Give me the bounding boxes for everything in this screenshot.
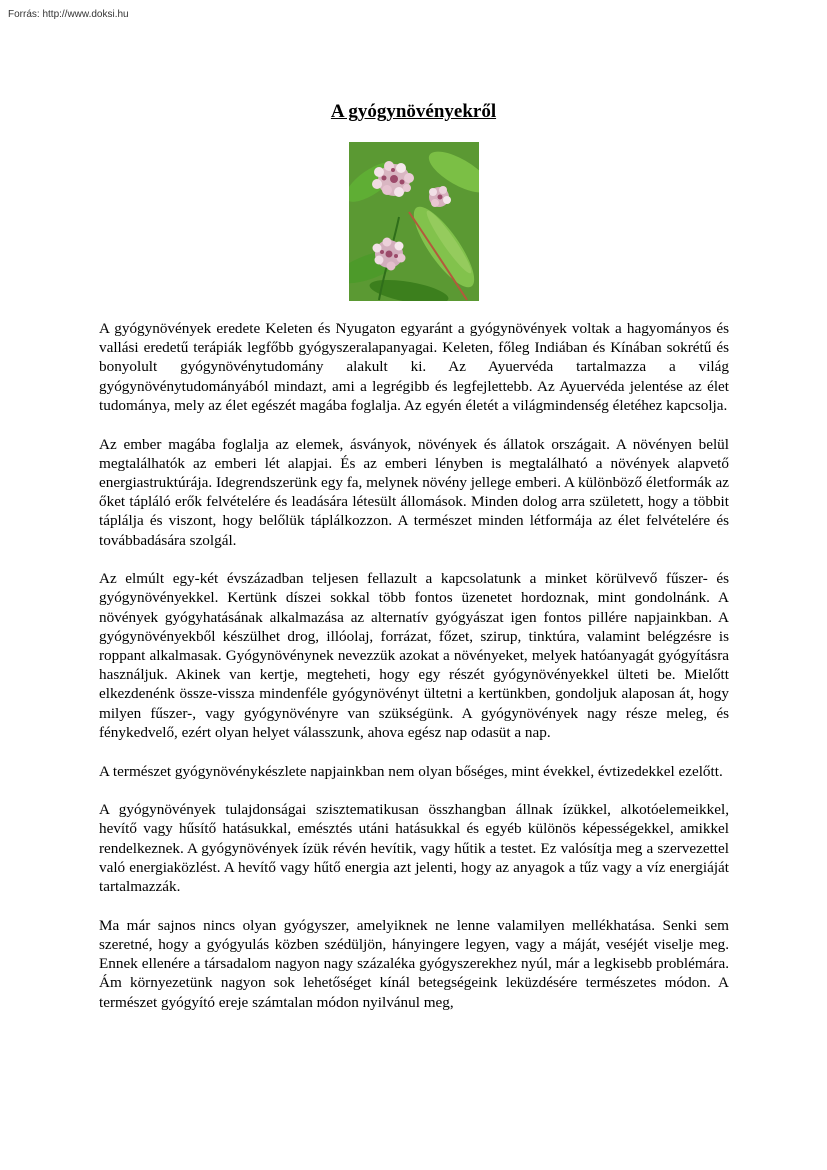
article-body <box>99 319 729 1031</box>
medicinal-plant-photo <box>349 142 479 301</box>
paragraph: Az ember magába foglalja az elemek, ásványok, növények és állatok országait. A növényen belül megtalálhatók az emberi lét alapjai. És az emberi lényben is megtalálható a növények alapvető energiastruktúrája. Idegrendszerünk egy fa, melynek növény jellege emberi. A különböző életformák az őket tápláló erők felvételére és leadására létesült állomások. Minden dolog arra született, hogy a többit táplálja és viszont, hogy belőlük táplálkozzon. A természet minden létformája az élet felvételére és továbbadására szolgál. <box>99 435 729 549</box>
paragraph: Az elmúlt egy-két évszázadban teljesen fellazult a kapcsolatunk a minket körülvevő fűszer- és gyógynövényekkel. Kertünk díszei sokkal több fontos üzenetet hordoznak, mint gondolnánk. A növények gyógyhatásának alkalmazása az alternatív gyógyászat igen fontos pillére napjainkban. A gyógynövényekből készülhet drog, illóolaj, forrázat, főzet, szirup, tinktúra, valamint belégzésre is roppant alkalmasak. Gyógynövénynek nevezzük azokat a növényeket, melyek hatóanyagát gyógyításra használjuk. Akinek van kertje, megteheti, hogy egy részét gyógynövényekkel ülteti be. Mielőtt elkezdenénk össze-vissza mindenféle gyógynövényt ültetni a kertünkben, gondoljuk alaposan át, hogy milyen fűszer-, vagy gyógynövényre van szükségünk. A gyógynövények nagy része meleg, és fénykedvelő, ezért olyan helyet válasszunk, ahova egész nap odasüt a nap. <box>99 570 729 741</box>
source-url: Forrás: http://www.doksi.hu <box>8 9 129 20</box>
paragraph: A természet gyógynövénykészlete napjainkban nem olyan bőséges, mint évekkel, évtizedekkel ezelőtt. <box>99 762 723 780</box>
paragraph: A gyógynövények tulajdonságai szisztematikusan összhangban állnak ízükkel, alkotóelemeikkel, hevítő vagy hűsítő hatásukkal, emésztés utáni hatásukkal és egyéb különös képességekkel, amikkel rendelkeznek. A gyógynövények ízük révén hevítik, vagy hűtik a testet. Ez valósítja meg a szervezettel való energiaközlést. A hevítő vagy hűtő energia azt jelenti, hogy az anyagok a tűz vagy a víz energiáját tartalmazzák. <box>99 801 729 896</box>
page-title: A gyógynövényekről <box>330 101 497 122</box>
paragraph: Ma már sajnos nincs olyan gyógyszer, amelyiknek ne lenne valamilyen mellékhatása. Senki sem szeretné, hogy a gyógyulás közben szédüljön, hányingere legyen, vagy a máját, veséjét viselje meg. Ennek ellenére a társadalom nagyon nagy százaléka gyógyszerekhez nyúl, már a legkisebb problémára. Ám környezetünk nagyon sok lehetőséget kínál betegségeink leküzdésére természetes módon. A természet gyógyító ereje számtalan módon nyilvánul meg, <box>99 916 729 1011</box>
paragraph: A gyógynövények eredete Keleten és Nyugaton egyaránt a gyógynövények voltak a hagyományos és vallási eredetű terápiák legfőbb gyógyszeralapanyagai. Keleten, főleg Indiában és Kínában sokrétű és bonyolult gyógynövénytudomány alakult ki. Az Ayuervéda tartalmazza a világ gyógynövénytudományából mindazt, ami a legrégibb és legfejlettebb. Az Ayuervéda jelentése az élet tudománya, mely az élet egészét magába foglalja. Az egyén életét a világmindenség életéhez kapcsolja. <box>99 320 729 414</box>
